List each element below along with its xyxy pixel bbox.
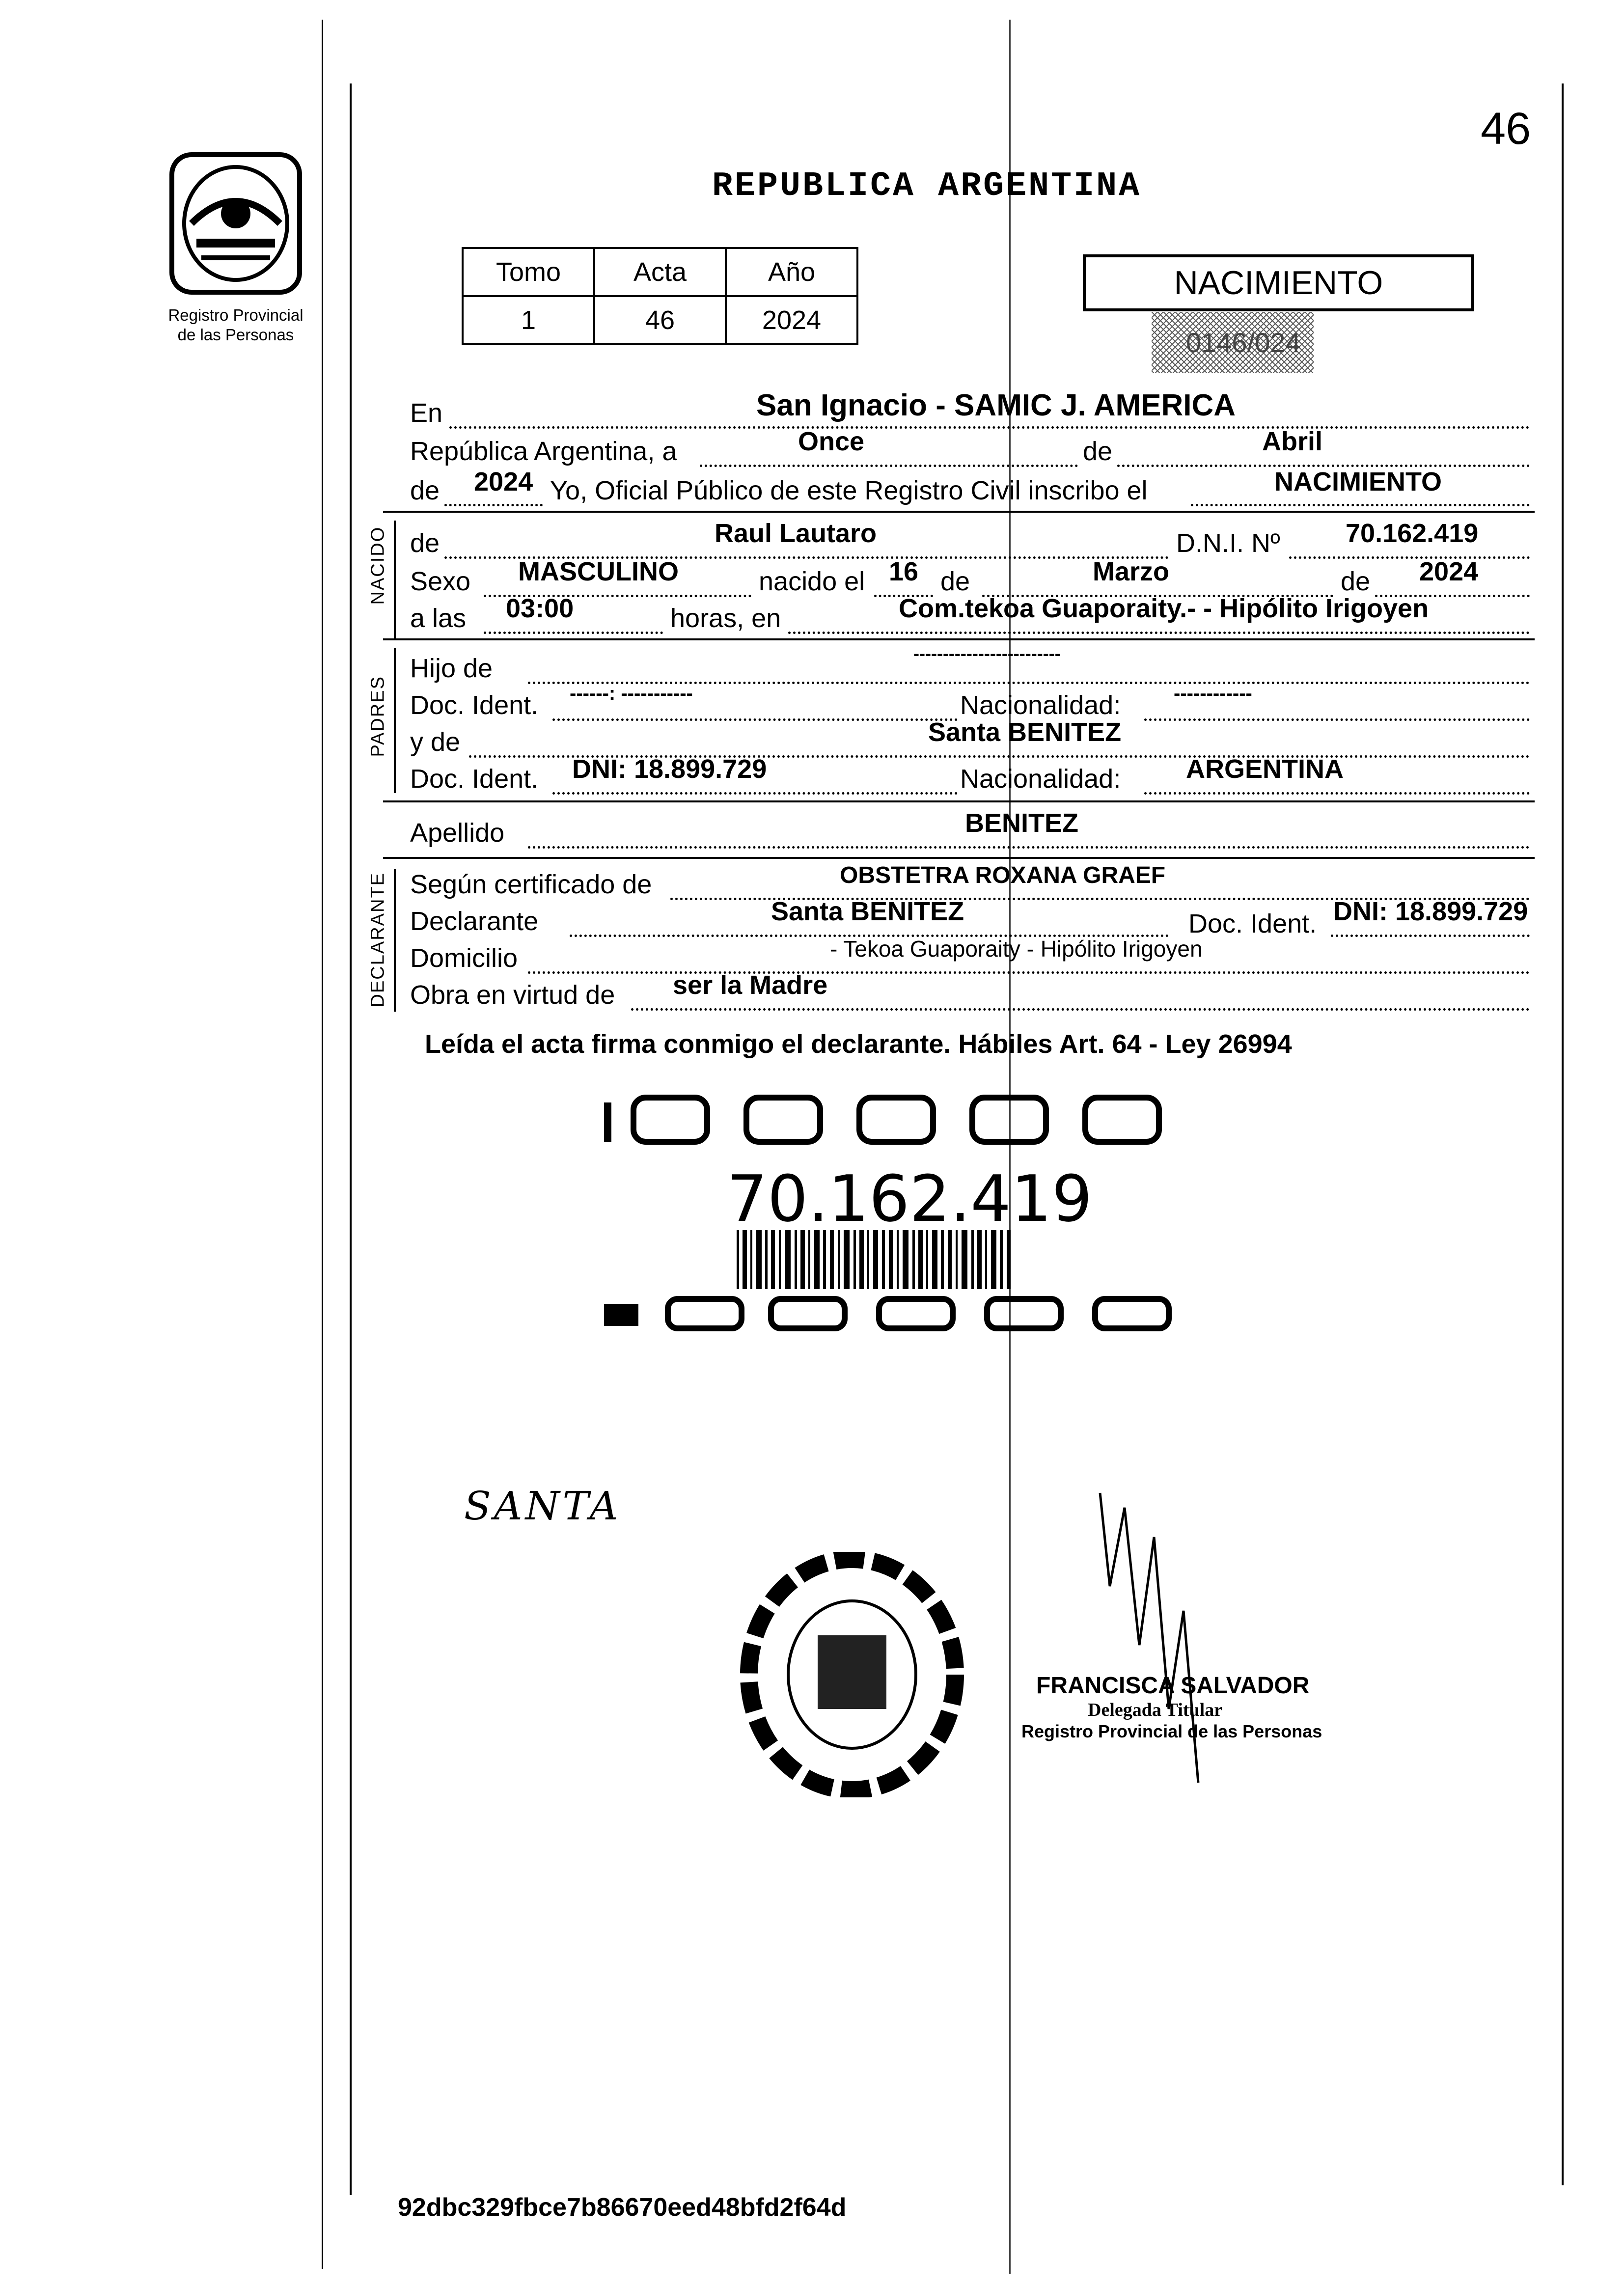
left-margin-line <box>350 83 352 2195</box>
child-name: Raul Lautaro <box>715 519 877 548</box>
signatory-role: Delegada Titular <box>1088 1700 1223 1720</box>
declarant-address: - Tekoa Guaporaity - Hipólito Irigoyen <box>830 936 1203 962</box>
section-divider <box>383 638 1535 640</box>
document-hash: 92dbc329fbce7b86670eed48bfd2f64d <box>398 2193 847 2222</box>
declarant-name: Santa BENITEZ <box>771 897 964 926</box>
doc-ident-label-2: Doc. Ident. <box>410 764 539 794</box>
record-event: NACIMIENTO <box>1274 467 1442 496</box>
dotted-line <box>788 632 1530 634</box>
declarant-relationship: ser la Madre <box>673 970 828 1000</box>
hijo-de-label: Hijo de <box>410 654 493 683</box>
official-signature <box>1080 1488 1277 1807</box>
mother-doc: DNI: 18.899.729 <box>572 754 767 784</box>
de-year-label-2: de <box>1341 567 1371 596</box>
nacionalidad-label: Nacionalidad: <box>960 690 1121 720</box>
obra-en-virtud-label: Obra en virtud de <box>410 980 615 1010</box>
barcode-number: 70.162.419 <box>727 1161 1093 1236</box>
signatory-name: FRANCISCA SALVADOR <box>1036 1673 1310 1699</box>
dotted-line <box>552 792 958 795</box>
de-label: de <box>1083 437 1113 466</box>
section-divider <box>383 800 1535 802</box>
nacido-el-label: nacido el <box>759 567 865 596</box>
statement-text: Yo, Oficial Público de este Registro Civil inscribo el <box>550 476 1148 505</box>
section-bracket <box>394 521 396 638</box>
registry-caption <box>142 305 329 345</box>
signatory-office: Registro Provincial de las Personas <box>1021 1721 1322 1741</box>
record-day-words: Once <box>798 427 865 456</box>
section-bracket <box>394 869 396 1012</box>
father-nationality: ------------ <box>1174 683 1252 704</box>
dotted-line <box>700 465 1078 467</box>
dotted-line <box>444 504 543 506</box>
dotted-line <box>631 1008 1530 1011</box>
a-las-label: a las <box>410 604 467 633</box>
nacionalidad-label-2: Nacionalidad: <box>960 764 1121 794</box>
father-name: ------------------------- <box>913 643 1061 663</box>
birth-time: 03:00 <box>506 594 574 623</box>
security-stamp <box>1152 312 1314 373</box>
certificate-issuer: OBSTETRA ROXANA GRAEF <box>840 862 1166 888</box>
surname: BENITEZ <box>965 808 1079 838</box>
republica-label: República Argentina, a <box>410 437 677 466</box>
table-value-tomo: 1 <box>463 296 594 344</box>
de-month-label: de <box>940 567 970 596</box>
birth-place: Com.tekoa Guaporaity.- - Hipólito Irigoyen <box>899 594 1429 623</box>
mother-name: Santa BENITEZ <box>928 717 1122 747</box>
sexo-label: Sexo <box>410 567 471 596</box>
dotted-line <box>449 426 1530 429</box>
closing-statement: Leída el acta firma conmigo el declarante. Hábiles Art. 64 - Ley 26994 <box>425 1029 1292 1059</box>
birth-year: 2024 <box>1419 557 1479 586</box>
table-value-acta: 46 <box>594 296 726 344</box>
birth-day: 16 <box>889 557 919 586</box>
padres-section-label: PADRES <box>367 676 388 757</box>
dotted-line <box>1144 718 1530 721</box>
dotted-line <box>528 846 1530 849</box>
registry-caption-line2: de las Personas <box>177 326 294 344</box>
dotted-line <box>1331 935 1530 937</box>
table-header-acta: Acta <box>594 248 726 296</box>
dni-label: D.N.I. Nº <box>1176 528 1280 558</box>
province-seal-logo <box>162 150 309 297</box>
declarante-section-label: DECLARANTE <box>367 872 388 1008</box>
father-doc: ------: ----------- <box>570 683 693 704</box>
record-place: San Ignacio - SAMIC J. AMERICA <box>756 388 1236 422</box>
registry-caption-line1: Registro Provincial <box>168 306 303 324</box>
record-month: Abril <box>1262 427 1323 456</box>
record-reference-table <box>462 247 858 345</box>
nacido-section-label: NACIDO <box>367 526 388 605</box>
left-fold-line <box>322 20 323 2269</box>
handwritten-signature-santa: SANTA <box>464 1483 621 1529</box>
child-sex: MASCULINO <box>518 557 679 586</box>
dotted-line <box>484 632 663 634</box>
dotted-line <box>552 718 958 721</box>
table-header-anio: Año <box>726 248 857 296</box>
y-de-label: y de <box>410 727 461 757</box>
page-number: 46 <box>1481 104 1531 154</box>
country-title: REPUBLICA ARGENTINA <box>712 167 1142 206</box>
apellido-label: Apellido <box>410 818 505 848</box>
section-divider <box>383 511 1535 513</box>
de-year-label: de <box>410 476 440 505</box>
en-label: En <box>410 398 443 428</box>
declarant-doc: DNI: 18.899.729 <box>1333 897 1528 926</box>
segun-certificado-label: Según certificado de <box>410 870 652 899</box>
dotted-line <box>1144 792 1530 795</box>
horas-en-label: horas, en <box>670 604 781 633</box>
dotted-line <box>1289 556 1530 559</box>
barcode-label <box>604 1088 1208 1333</box>
record-year: 2024 <box>474 467 533 496</box>
doc-ident-label: Doc. Ident. <box>410 690 539 720</box>
nacido-de-label: de <box>410 528 440 558</box>
section-divider <box>383 857 1535 859</box>
record-type-box: NACIMIENTO <box>1083 254 1474 311</box>
declarant-doc-label: Doc. Ident. <box>1188 909 1317 938</box>
dotted-line <box>1191 504 1530 506</box>
table-header-tomo: Tomo <box>463 248 594 296</box>
declarante-label: Declarante <box>410 907 539 936</box>
official-round-seal <box>737 1552 967 1797</box>
table-value-anio: 2024 <box>726 296 857 344</box>
child-dni: 70.162.419 <box>1346 519 1479 548</box>
birth-month: Marzo <box>1093 557 1170 586</box>
right-margin-line <box>1562 83 1564 2185</box>
section-bracket <box>394 648 396 793</box>
domicilio-label: Domicilio <box>410 943 518 973</box>
security-stamp-code: 0146/024 <box>1186 327 1301 358</box>
mother-nationality: ARGENTINA <box>1186 754 1344 784</box>
